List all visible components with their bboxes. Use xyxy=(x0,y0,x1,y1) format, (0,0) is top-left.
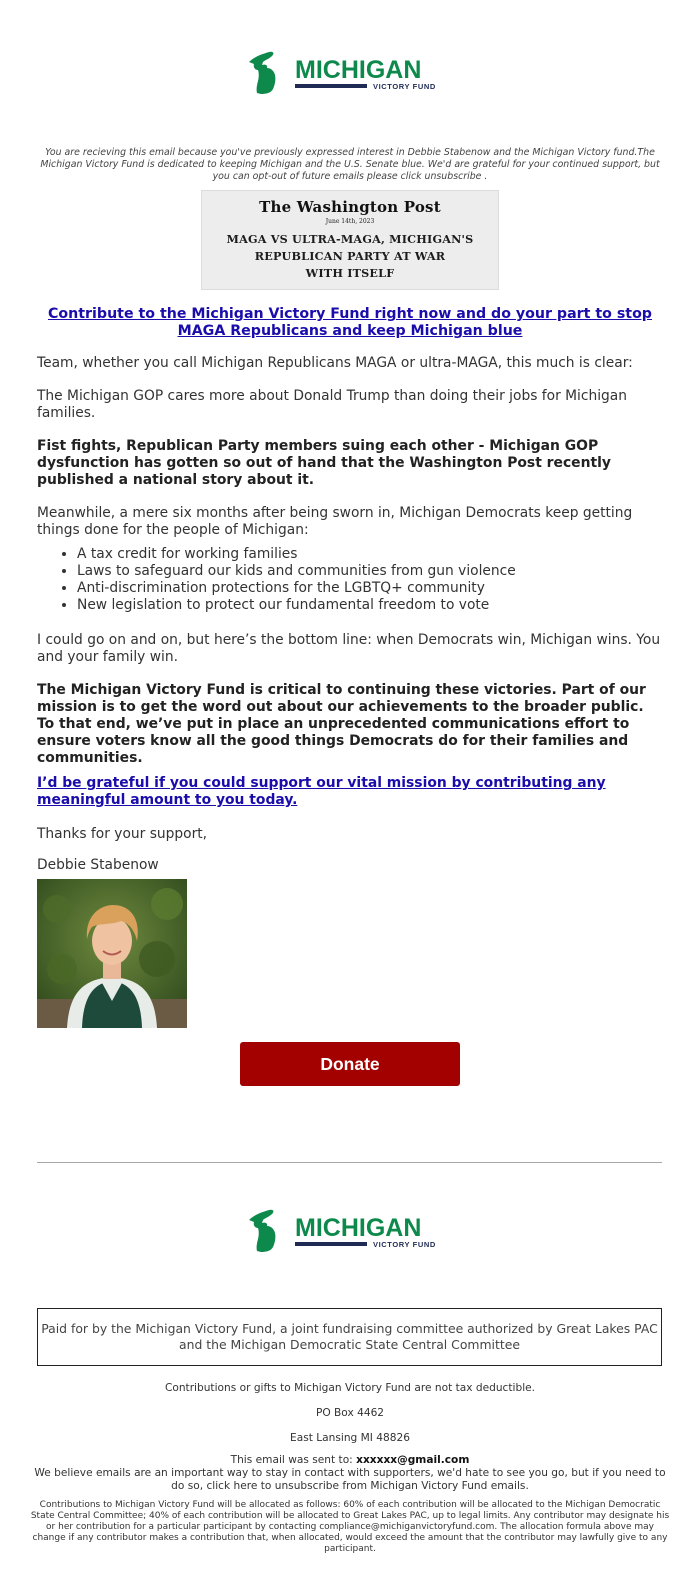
paragraph-bottom-line: I could go on and on, but here’s the bottom line: when Democrats win, Michigan wins. You and your family win. xyxy=(37,632,661,665)
headline-line: WITH ITSELF xyxy=(305,266,395,280)
michigan-state-icon xyxy=(249,52,275,94)
newspaper-masthead: The Washington Post xyxy=(259,198,441,216)
sent-to-label: This email was sent to: xyxy=(230,1454,353,1466)
logo-title: MICHIGAN xyxy=(295,1214,422,1242)
po-box: PO Box 4462 xyxy=(315,1407,385,1419)
footer-logo xyxy=(0,1206,700,1266)
list-item: • Laws to safeguard our kids and communities from gun violence xyxy=(77,563,697,580)
logo-bar xyxy=(295,84,367,88)
logo-subtitle: VICTORY FUND xyxy=(373,82,436,91)
paragraph-democrats: Meanwhile, a mere six months after being sworn in, Michigan Democrats keep getting things done for the people of Michigan: xyxy=(37,505,633,538)
list-item: • A tax credit for working families xyxy=(77,546,697,563)
list-item: • New legislation to protect our fundamental freedom to vote xyxy=(77,597,697,614)
signoff: Thanks for your support, xyxy=(37,826,208,842)
paragraph-gop: The Michigan GOP cares more about Donald Trump than doing their jobs for Michigan families. xyxy=(37,388,627,421)
unsubscribe-text[interactable]: We believe emails are an important way to stay in contact with supporters, we'd hate to see you go, but if you need to do so, click here to unsubscribe from Michigan Victory Fund emails. xyxy=(34,1467,666,1492)
paragraph-mission: The Michigan Victory Fund is critical to continuing these victories. Part of our mission is to get the word out about our achievements to the broader public. To that end, we’ve put in place an unprecedented communications effort to ensure voters know all the good things Democrats do for their families and communities. xyxy=(37,682,646,766)
achievements-list xyxy=(37,546,697,614)
list-item: • Anti-discrimination protections for the LGBTQ+ community xyxy=(77,580,697,597)
donate-button[interactable]: Donate xyxy=(240,1042,460,1086)
paid-for-box: Paid for by the Michigan Victory Fund, a joint fundraising committee authorized by Great Lakes PAC and the Michigan Democratic State Central Committee xyxy=(37,1308,662,1366)
news-headline xyxy=(202,231,498,282)
intro-disclaimer: You are recieving this email because you've previously expressed interest in Debbie Stabenow and the Michigan Victory fund.The Michigan Victory Fund is dedicated to keeping Michigan and the U.S. Senate blue. We'd are grateful for your continued support, but you can opt-out of future emails please click unsubscribe . xyxy=(40,147,660,183)
michigan-victory-fund-logo xyxy=(245,1206,455,1256)
logo-bar xyxy=(295,1242,367,1246)
paragraph-intro: Team, whether you call Michigan Republicans MAGA or ultra-MAGA, this much is clear: xyxy=(37,355,633,371)
sent-to-email: xxxxxx@gmail.com xyxy=(356,1454,470,1466)
divider xyxy=(37,1162,662,1163)
paragraph-dysfunction: Fist fights, Republican Party members suing each other - Michigan GOP dysfunction has gotten so out of hand that the Washington Post recently published a national story about it. xyxy=(37,438,611,488)
logo-subtitle: VICTORY FUND xyxy=(373,1240,436,1249)
allocation-disclaimer: Contributions to Michigan Victory Fund will be allocated as follows: 60% of each contribution will be allocated to the Michigan Democratic State Central Committee; 40% of each contribution will be allocated to Great Lakes PAC, up to legal limits. Any contributor may designate his or her contribution for a particular participant by contacting compliance@michiganvictoryfund.com. The allocation formula above may change if any contributor makes a contribution that, when allocated, would exceed the amount that the contributor may lawfully give to any participant. xyxy=(30,1500,670,1554)
headline-line: MAGA VS ULTRA-MAGA, MICHIGAN'S xyxy=(226,232,474,246)
debbie-stabenow-photo xyxy=(37,879,187,1028)
logo-title: MICHIGAN xyxy=(295,56,422,84)
header-logo xyxy=(0,48,700,108)
support-link[interactable]: I’d be grateful if you could support our vital mission by contributing any meaningful amount to you today. xyxy=(37,775,606,808)
news-headline-image xyxy=(201,190,499,290)
contribute-link[interactable]: Contribute to the Michigan Victory Fund right now and do your part to stop MAGA Republicans and keep Michigan blue xyxy=(48,306,652,339)
signature: Debbie Stabenow xyxy=(37,857,159,873)
news-date: June 14th, 2023 xyxy=(325,218,375,225)
michigan-state-icon xyxy=(249,1210,275,1252)
city-address: East Lansing MI 48826 xyxy=(290,1432,410,1444)
headline-line: REPUBLICAN PARTY AT WAR xyxy=(254,249,446,263)
tax-disclaimer: Contributions or gifts to Michigan Victory Fund are not tax deductible. xyxy=(164,1382,536,1394)
michigan-victory-fund-logo xyxy=(245,48,455,98)
sent-to xyxy=(30,1454,670,1467)
